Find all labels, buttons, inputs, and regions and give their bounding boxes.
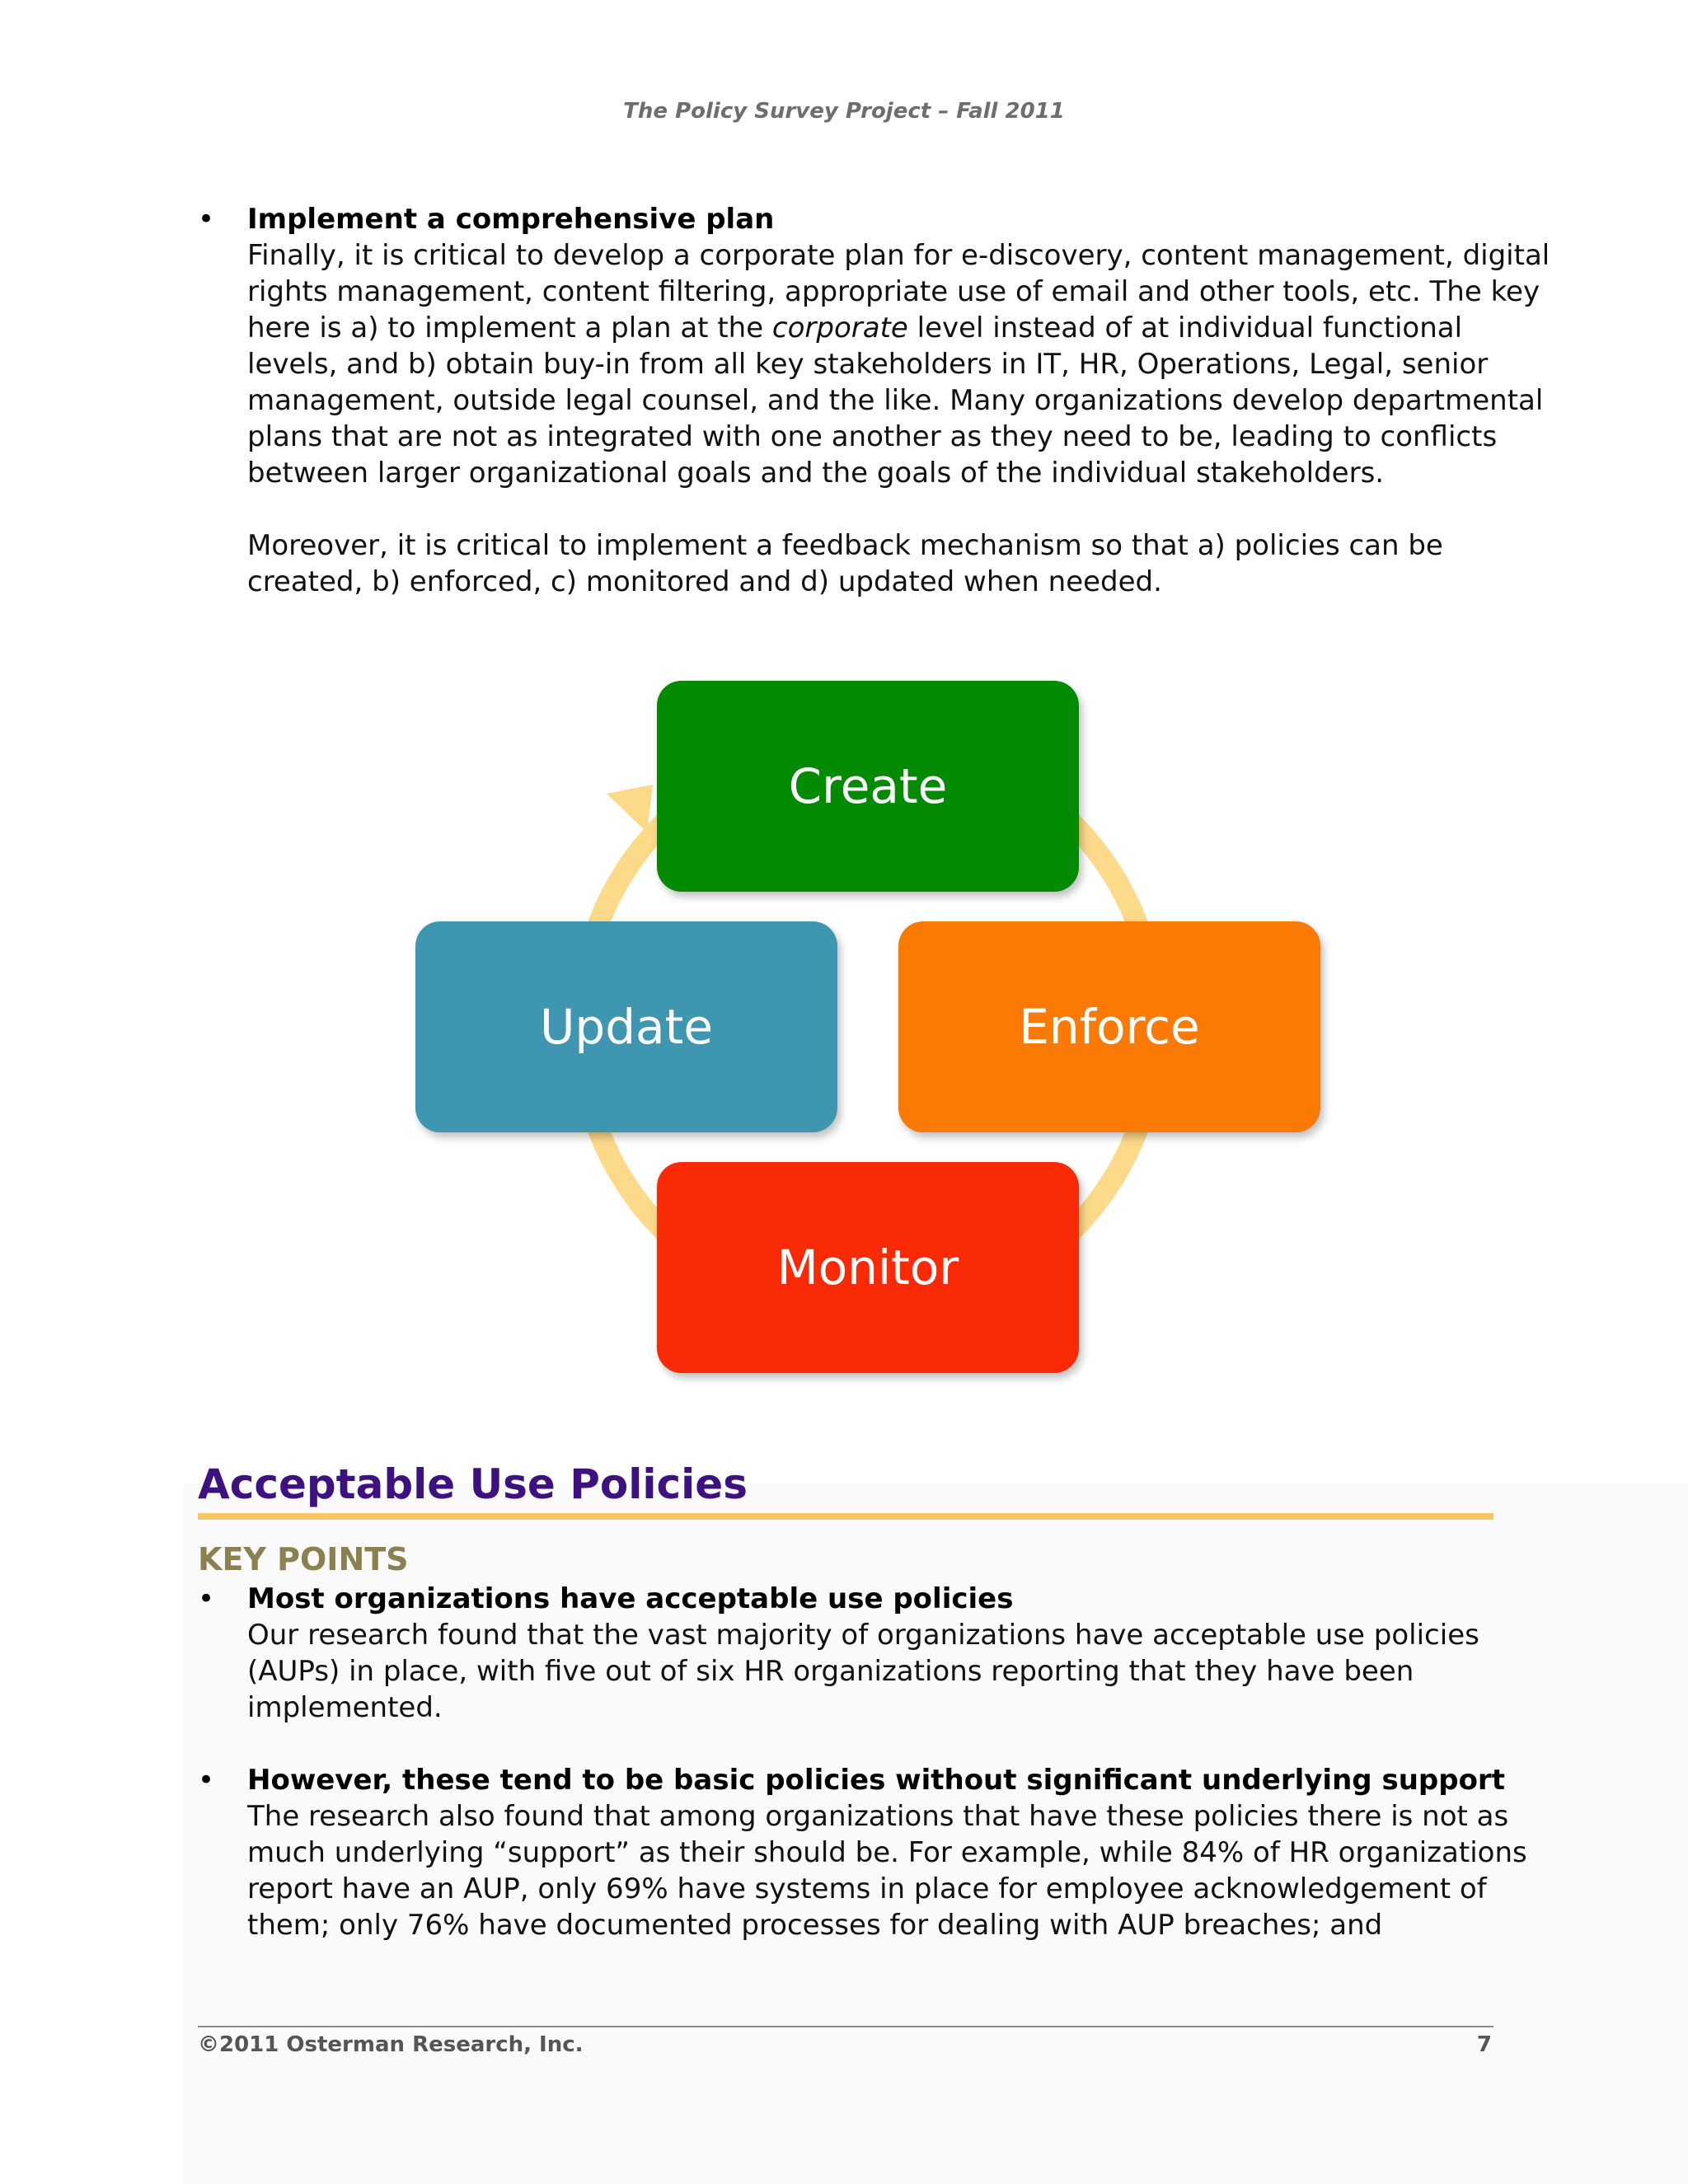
paragraph-feedback-mechanism: [247, 527, 1533, 600]
key-points-label: KEY POINTS: [198, 1541, 409, 1577]
paragraph-line: rights management, content filtering, appropriate use of email and other tools, etc. The key: [247, 275, 1540, 308]
paragraph-line: report have an AUP, only 69% have systems in place for employee acknowledgement of: [247, 1872, 1487, 1905]
paragraph-line: (AUPs) in place, with five out of six HR organizations reporting that they have been: [247, 1655, 1414, 1688]
bullet-title: Implement a comprehensive plan: [247, 203, 775, 236]
paragraph-aup-research: [247, 1617, 1533, 1726]
paragraph-corporate-plan: [247, 237, 1550, 491]
paragraph-line: Our research found that the vast majority of organizations have acceptable use policies: [247, 1619, 1479, 1652]
footer-divider: [198, 2026, 1493, 2027]
page-number: 7: [1476, 2032, 1492, 2057]
bullet-marker: •: [198, 1582, 215, 1615]
bullet-title: However, these tend to be basic policies without significant underlying support: [247, 1764, 1505, 1797]
bullet-marker: •: [198, 1764, 215, 1797]
bullet-body: [247, 201, 1550, 600]
node-monitor: Monitor: [657, 1162, 1079, 1373]
paragraph-text: here is a) to implement a plan at the: [247, 312, 772, 344]
bullet-body: [247, 1581, 1533, 1726]
paragraph-line: The research also found that among organizations that have these policies there is not as: [247, 1800, 1509, 1833]
paragraph-line: management, outside legal counsel, and the like. Many organizations develop departmental: [247, 384, 1544, 417]
bullet-title: Most organizations have acceptable use policies: [247, 1582, 1014, 1615]
section-heading: Acceptable Use Policies: [198, 1460, 748, 1508]
footer-copyright: ©2011 Osterman Research, Inc.: [198, 2032, 584, 2057]
paragraph-line: levels, and b) obtain buy-in from all key stakeholders in IT, HR, Operations, Legal, senior: [247, 348, 1489, 381]
paragraph-line: [247, 310, 1533, 346]
node-update: Update: [415, 921, 837, 1132]
paragraph-text: level instead of at individual functional: [907, 312, 1463, 344]
emphasized-word: corporate: [771, 312, 908, 344]
policy-cycle-diagram: [396, 668, 1352, 1393]
paragraph-line: plans that are not as integrated with one another as they need to be, leading to conflicts: [247, 420, 1498, 453]
node-create: Create: [657, 681, 1079, 892]
cycle-arrowhead-icon: [607, 785, 653, 832]
bullet-marker: •: [198, 203, 215, 236]
paragraph-aup-support: [247, 1798, 1533, 1943]
section-divider: [198, 1513, 1493, 1520]
running-header: The Policy Survey Project – Fall 2011: [623, 99, 1065, 124]
bullet-body: [247, 1762, 1533, 1943]
node-enforce: Enforce: [898, 921, 1320, 1132]
paragraph-line: created, b) enforced, c) monitored and d) updated when needed.: [247, 565, 1162, 598]
paragraph-line: between larger organizational goals and the goals of the individual stakeholders.: [247, 457, 1385, 490]
paragraph-line: Moreover, it is critical to implement a feedback mechanism so that a) policies can be: [247, 529, 1443, 562]
paragraph-line: Finally, it is critical to develop a corporate plan for e-discovery, content management, digital: [247, 239, 1550, 272]
paragraph-line: much underlying “support” as their should be. For example, while 84% of HR organizations: [247, 1836, 1527, 1869]
paragraph-line: implemented.: [247, 1691, 443, 1724]
paragraph-line: them; only 76% have documented processes for dealing with AUP breaches; and: [247, 1909, 1383, 1942]
